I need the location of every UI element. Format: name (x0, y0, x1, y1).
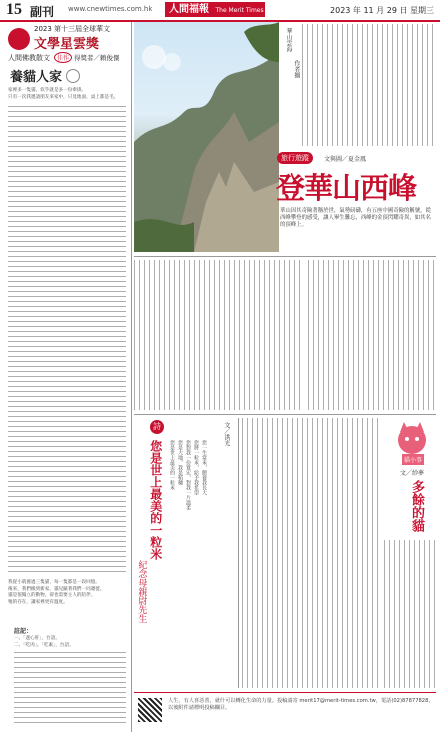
page-number: 15 (6, 1, 22, 18)
poem-stanza: 您對我一份寬宏，對我一片溫柔 (185, 440, 191, 510)
masthead (0, 0, 440, 22)
section-rule (134, 256, 436, 257)
paragraph: 牠的存在，讓家裡更有溫度。 (8, 599, 68, 605)
travel-tag: 旅行遊蹤 (277, 152, 313, 164)
travel-byline: 文與圖／夏金鳳 (324, 156, 367, 163)
award-seal-icon (8, 28, 30, 50)
poem-byline-text: 文／洪光 (222, 422, 230, 446)
cat-title (408, 480, 423, 532)
award-badge: 佳作 (54, 52, 72, 63)
travel-body-text (134, 260, 304, 410)
column-divider (131, 22, 132, 732)
award-line3: 人間佛教散文 (8, 54, 50, 62)
site-url: www.cnewtimes.com.hk (68, 5, 153, 13)
mountain-illustration (134, 22, 279, 252)
poem-title-text: 您是世上最美的一粒米 (148, 440, 163, 560)
photo-caption (284, 28, 291, 52)
title-ornament-icon (66, 69, 80, 83)
right-top-body-text (302, 24, 436, 146)
paragraph: 我從小就養過三隻貓，每一隻都是一段回憶。 (8, 580, 100, 585)
section-rule-2 (134, 414, 436, 415)
award-author: 得獎者／賴俊傑 (74, 54, 120, 62)
notes-body-lines (14, 652, 126, 726)
poem-title (148, 440, 162, 560)
award-line1: 2023 第十三屆全球華文 (34, 25, 111, 33)
left-article (6, 66, 128, 730)
poem-subtitle-text: 紀念母親尉先生 (136, 560, 147, 623)
cat-illustration (390, 418, 434, 456)
brand-name: 人間福報 (169, 4, 209, 15)
poem-label: 詩 (150, 420, 164, 434)
cat-title-text: 多餘的貓 (408, 480, 424, 532)
travel-lede: 華山因其奇險著稱於世，氣勢磅礴，有五座中國奇險的稱號，從西峰攀登的感受，讓人畢生難忘，西峰的金頂閃耀奇異，如其名的頂峰上。 (280, 208, 431, 229)
cat-byline: 文／紗夢 (400, 470, 425, 477)
brand-logo (165, 2, 265, 17)
paragraph: 家裡多一隻貓，似乎就是多一份牽掛。 (8, 88, 87, 93)
poem-stanza: 您是世上最美的一粒米 (169, 440, 175, 490)
paragraph: 貓是很獨立的動物，卻也需要主人的陪伴。 (8, 593, 96, 599)
poem-byline (222, 422, 229, 446)
poem-subtitle (136, 560, 146, 623)
note: 二、「吃肉」、「吃素」，台語。 (14, 642, 74, 648)
left-article-text (8, 88, 126, 101)
poem-body (168, 440, 208, 688)
section-name: 副刊 (30, 5, 55, 19)
award-line2: 文學星雲獎 (34, 37, 100, 52)
notes (14, 636, 126, 649)
notes-label: 註記： (14, 628, 33, 635)
mountain-photo (134, 22, 279, 252)
poem-stanza: 您是大地，我是稻穗 (177, 440, 183, 485)
note: 一、「遮心肝」，台語。 (14, 636, 60, 641)
cat-body-text-right (384, 540, 436, 688)
footer-qr-icon (138, 698, 162, 722)
issue-date: 2023 年 11 月 29 日 星期三 (330, 6, 434, 15)
left-article-title: 養貓人家 (10, 70, 63, 85)
footer-text: 人生，有人喜惡善，就什可以轉化生命的力量。投稿請寄 merit17@merit-times.com.tw，電話(02)87877828，以後附件請標明投稿欄目。 (168, 698, 434, 711)
poem-stanza: 您將一粒米，給予我希望 (193, 440, 199, 495)
photo-caption-2 (292, 60, 299, 78)
travel-title: 登華山西峰 (276, 171, 417, 205)
brand-english: The Merit Times (215, 7, 264, 14)
cat-body-text (242, 418, 382, 688)
paragraph: 只有一次我邀請朋友來家中，只見地面、桌上都是毛。 (8, 94, 119, 100)
cat-icon (390, 418, 434, 456)
poem-divider (238, 418, 239, 688)
photo-caption-line2: 作者攝 (292, 60, 300, 78)
poem-stanza: 您一生當米，餵養我長大 (201, 440, 207, 495)
cat-tag: 貓小事 (402, 454, 424, 465)
travel-body-text-right (308, 260, 436, 410)
paragraph: 後來，我們搬到新家，貓兒隨著我們一同遷徙。 (8, 586, 105, 592)
left-article-body-lines (8, 106, 126, 576)
photo-caption-line1: 華山雲海 (284, 28, 292, 52)
left-article-text-more (8, 580, 126, 606)
footer-rule (134, 692, 436, 693)
award-banner (8, 24, 128, 62)
